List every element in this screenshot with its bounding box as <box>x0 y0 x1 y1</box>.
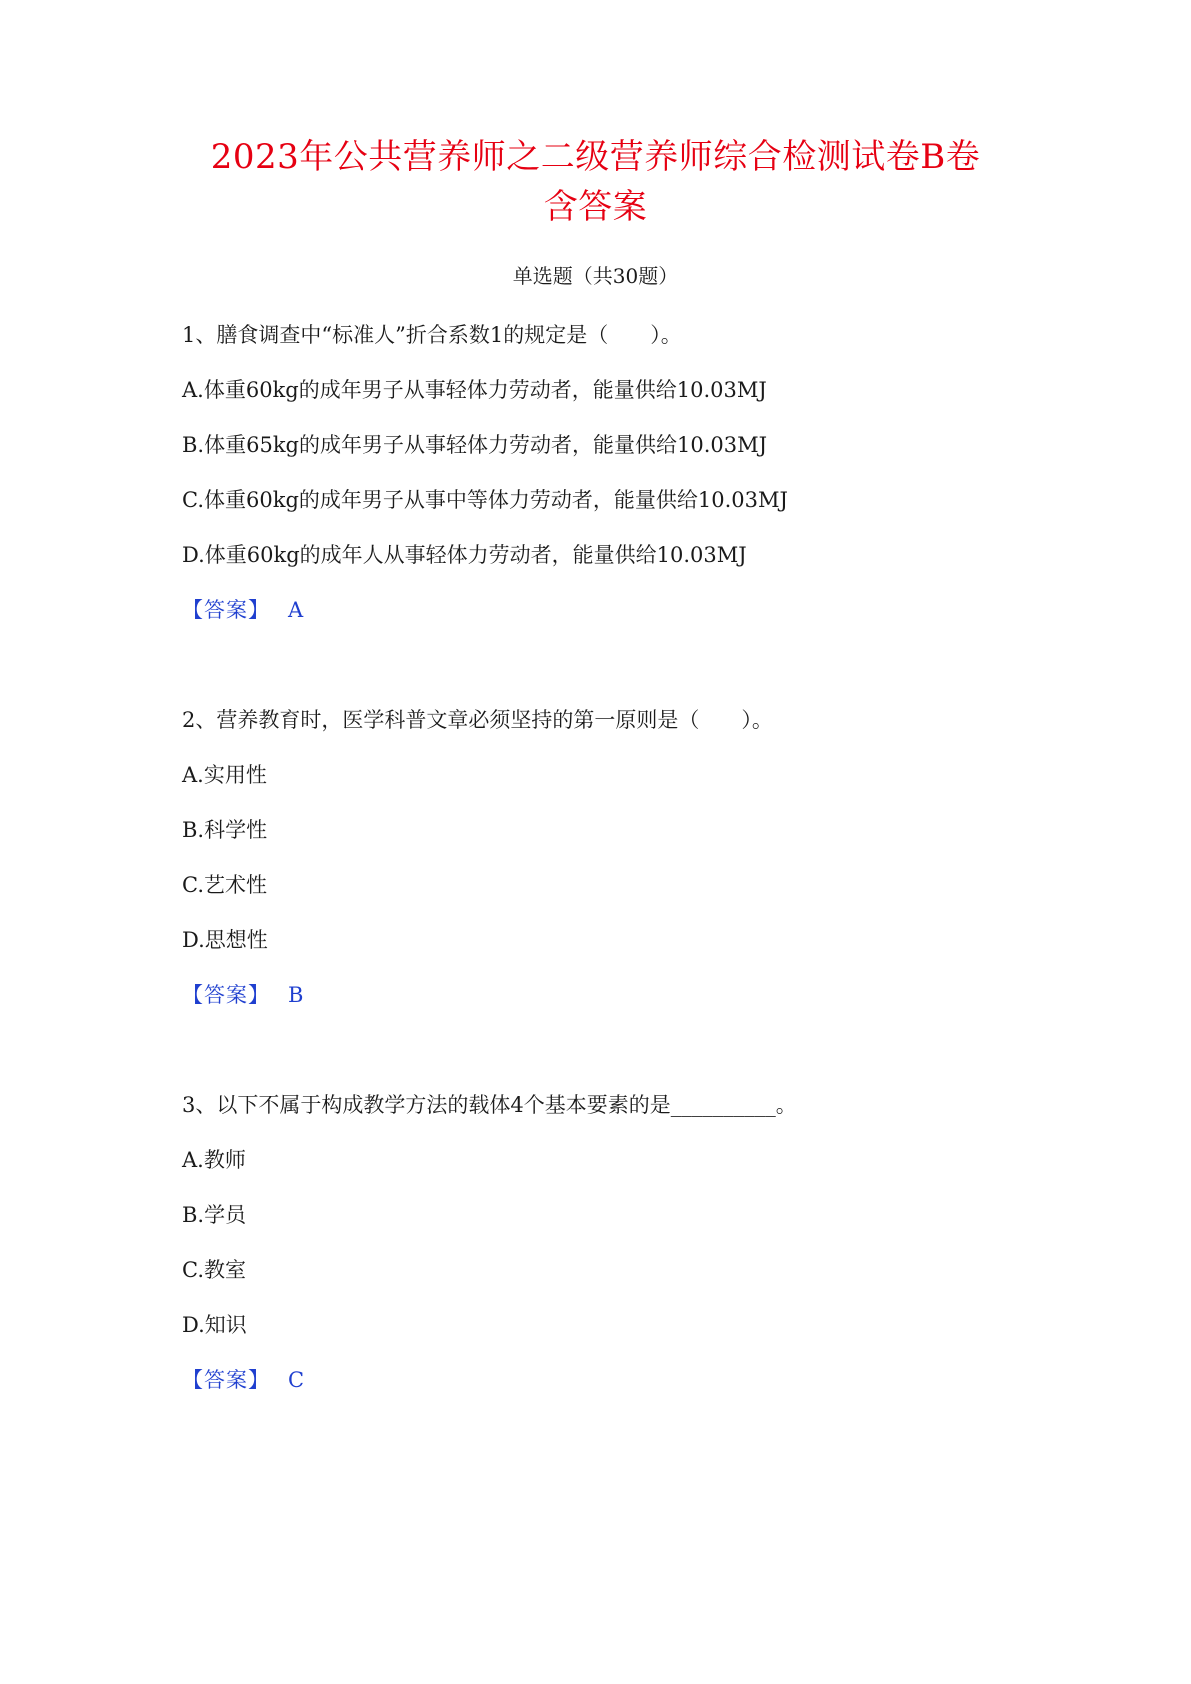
answer-label: 【答案】 <box>182 983 270 1007</box>
answer-value: B <box>288 983 304 1007</box>
question-2-option-d: D.思想性 <box>182 928 268 952</box>
question-1-option-a: A.体重60kg的成年男子从事轻体力劳动者，能量供给10.03MJ <box>182 378 767 402</box>
document-title-line-2: 含答案 <box>543 187 648 227</box>
question-3-option-b: B.学员 <box>182 1203 247 1227</box>
question-1-option-c: C.体重60kg的成年男子从事中等体力劳动者，能量供给10.03MJ <box>182 488 788 512</box>
question-2-answer <box>182 980 303 1010</box>
question-2-option-c: C.艺术性 <box>182 873 267 897</box>
question-3-option-c: C.教室 <box>182 1258 246 1282</box>
question-1-option-b: B.体重65kg的成年男子从事轻体力劳动者，能量供给10.03MJ <box>182 433 768 457</box>
question-3-stem: 3、以下不属于构成教学方法的载体4个基本要素的是__________。 <box>182 1093 797 1117</box>
question-3-option-d: D.知识 <box>182 1313 247 1337</box>
section-heading: 单选题（共30题） <box>512 264 679 288</box>
answer-label: 【答案】 <box>182 1368 270 1392</box>
question-2-stem: 2、营养教育时，医学科普文章必须坚持的第一原则是（ ）。 <box>182 708 773 732</box>
question-1-answer <box>182 595 303 625</box>
question-1-stem: 1、膳食调查中“标准人”折合系数1的规定是（ ）。 <box>182 323 682 347</box>
answer-label: 【答案】 <box>182 598 270 622</box>
answer-value: C <box>288 1368 305 1392</box>
question-2-option-b: B.科学性 <box>182 818 268 842</box>
question-2-option-a: A.实用性 <box>182 763 267 787</box>
document-title-line-1: 2023年公共营养师之二级营养师综合检测试卷B卷 <box>210 137 981 177</box>
question-3-option-a: A.教师 <box>182 1148 246 1172</box>
document-title <box>160 132 1031 232</box>
question-1-option-d: D.体重60kg的成年人从事轻体力劳动者，能量供给10.03MJ <box>182 543 747 567</box>
question-3-answer <box>182 1365 304 1395</box>
answer-value: A <box>288 598 304 622</box>
